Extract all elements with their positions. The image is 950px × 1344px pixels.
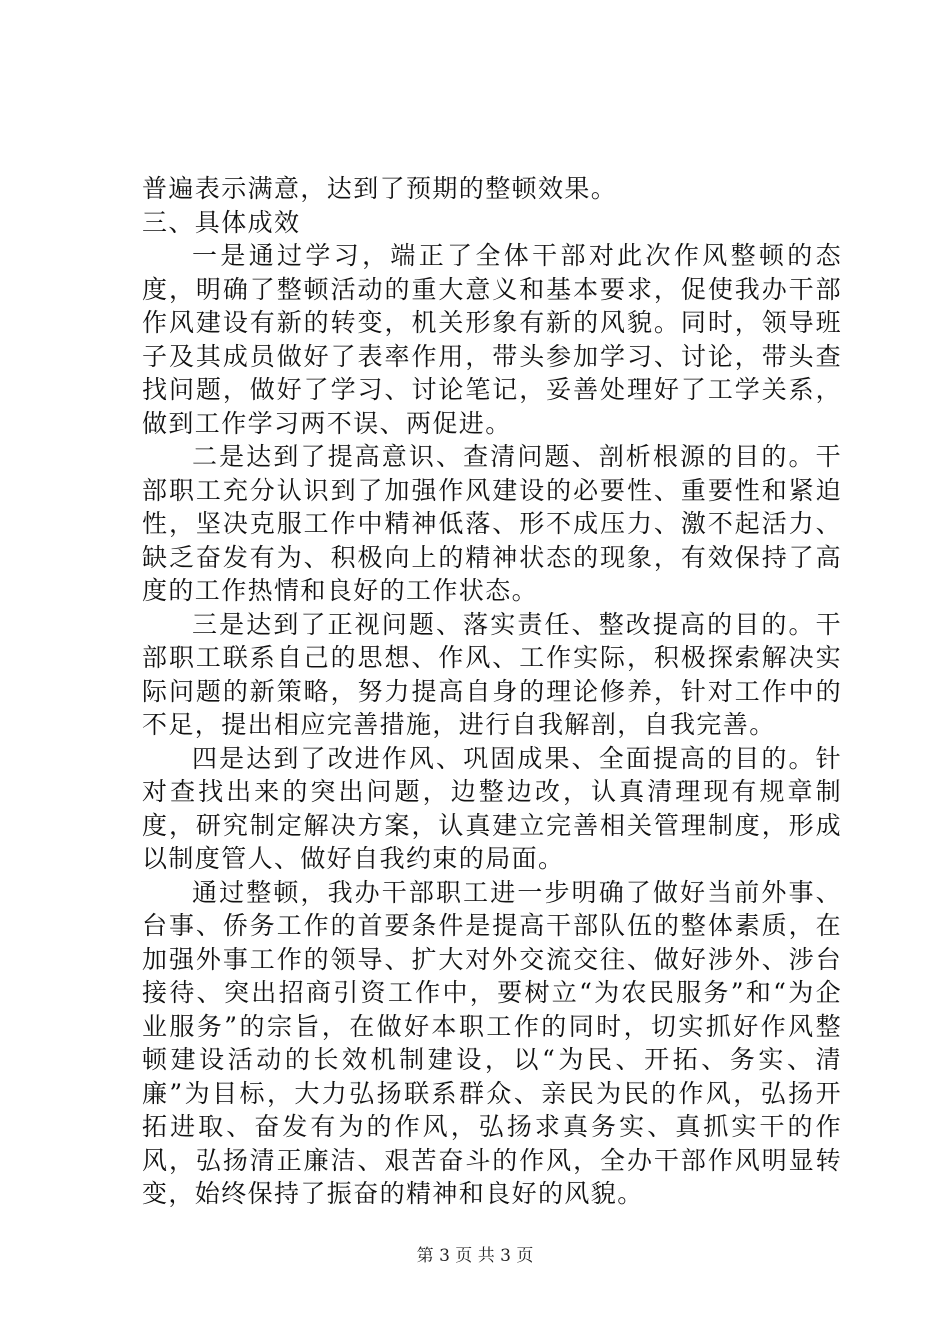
paragraph-item-2: 二是达到了提高意识、查清问题、剖析根源的目的。干部职工充分认识到了加强作风建设的必要性、重要性和紧迫性，坚决克服工作中精神低落、形不成压力、激不起活力、缺乏奋发有为、积极向上的精神状态的现象，有效保持了高度的工作热情和良好的工作状态。 <box>142 442 842 605</box>
document-body <box>142 172 842 1211</box>
paragraph-conclusion: 通过整顿，我办干部职工进一步明确了做好当前外事、台事、侨务工作的首要条件是提高干部队伍的整体素质，在加强外事工作的领导、扩大对外交流交往、做好涉外、涉台接待、突出招商引资工作中，要树立“为农民服务”和“为企业服务”的宗旨，在做好本职工作的同时，切实抓好作风整顿建设活动的长效机制建设，以“为民、开拓、务实、清廉”为目标，大力弘扬联系群众、亲民为民的作风，弘扬开拓进取、奋发有为的作风，弘扬求真务实、真抓实干的作风，弘扬清正廉洁、艰苦奋斗的作风，全办干部作风明显转变，始终保持了振奋的精神和良好的风貌。 <box>142 877 842 1208</box>
page-footer: 第 3 页 共 3 页 <box>416 1246 534 1266</box>
paragraph-item-3: 三是达到了正视问题、落实责任、整改提高的目的。干部职工联系自己的思想、作风、工作实际，积极探索解决实际问题的新策略，努力提高自身的理论修养，针对工作中的不足，提出相应完善措施，进行自我解剖，自我完善。 <box>142 609 842 739</box>
paragraph-item-1: 一是通过学习，端正了全体干部对此次作风整顿的态度，明确了整顿活动的重大意义和基本要求，促使我办干部作风建设有新的转变，机关形象有新的风貌。同时，领导班子及其成员做好了表率作用，带头参加学习、讨论，带头查找问题，做好了学习、讨论笔记，妥善处理好了工学关系，做到工作学习两不误、两促进。 <box>142 241 842 438</box>
section-heading: 三、具体成效 <box>142 207 301 237</box>
paragraph-continuation: 普遍表示满意，达到了预期的整顿效果。 <box>142 174 618 203</box>
paragraph-item-4: 四是达到了改进作风、巩固成果、全面提高的目的。针对查找出来的突出问题，边整边改，认真清理现有规章制度，研究制定解决方案，认真建立完善相关管理制度，形成以制度管人、做好自我约束的局面。 <box>142 743 842 873</box>
